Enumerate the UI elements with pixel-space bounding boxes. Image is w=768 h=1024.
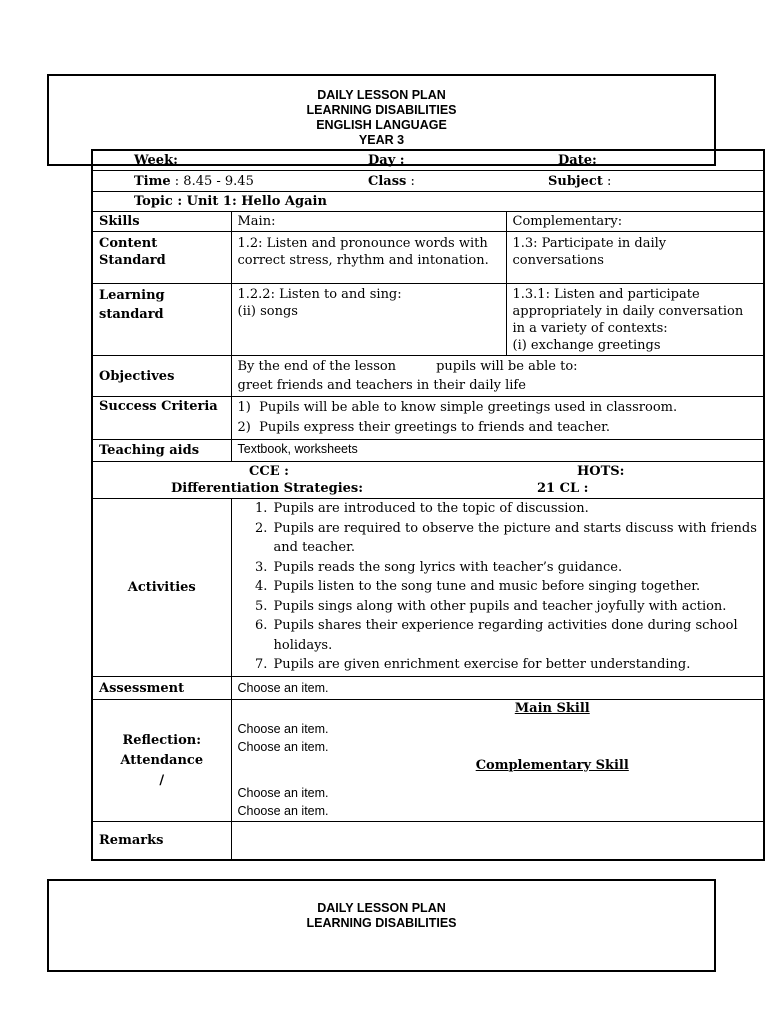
objectives-text: By the end of the lesson pupils will be able to: greet friends and teachers in their daily life (231, 356, 764, 397)
learning-standard-complementary: 1.3.1: Listen and participate appropriately in daily conversation in a variety of contexts: (i) exchange greetings (506, 284, 764, 356)
skills-label: Skills (92, 212, 231, 232)
complementary-skill-heading: Complementary Skill (475, 758, 629, 773)
header-subject: ENGLISH LANGUAGE (316, 118, 447, 132)
skills-row (92, 212, 764, 232)
content-standard-main: 1.2: Listen and pronounce words with correct stress, rhythm and intonation. (231, 232, 506, 284)
activities-row (92, 499, 764, 677)
topic-text: Topic : Unit 1: Hello Again (92, 192, 764, 212)
activity-item: 4. Pupils listen to the song tune and music before singing together. (272, 577, 758, 597)
choose-item-dropdown[interactable]: Choose an item. (237, 786, 329, 800)
teaching-aids-value[interactable]: Textbook, worksheets (231, 440, 764, 462)
activity-item: 6. Pupils shares their experience regarding activities done during school holidays. (272, 616, 758, 655)
activity-item: 1. Pupils are introduced to the topic of discussion. (272, 499, 758, 519)
teaching-aids-label: Teaching aids (92, 440, 231, 462)
content-standard-row (92, 232, 764, 284)
assessment-row (92, 677, 764, 700)
teaching-aids-row (92, 440, 764, 462)
activity-item: 2. Pupils are required to observe the picture and starts discuss with friends and teacher. (272, 519, 758, 558)
objectives-row (92, 356, 764, 397)
header-title: DAILY LESSON PLAN (317, 88, 446, 102)
header-program: LEARNING DISABILITIES (306, 103, 457, 117)
header-program: LEARNING DISABILITIES (306, 916, 457, 930)
success-criteria-item: 2) Pupils express their greetings to friends and teacher. (237, 420, 611, 435)
success-criteria-item: 1) Pupils will be able to know simple greetings used in classroom. (237, 400, 678, 415)
success-criteria-label: Success Criteria (92, 397, 231, 440)
remarks-label: Remarks (92, 822, 231, 860)
date-field[interactable]: Date: (558, 153, 597, 168)
activities-label: Activities (92, 499, 231, 677)
header-title: DAILY LESSON PLAN (317, 901, 446, 915)
remarks-field[interactable] (231, 822, 764, 860)
learning-standard-main: 1.2.2: Listen to and sing: (ii) songs (231, 284, 506, 356)
assessment-label: Assessment (92, 677, 231, 700)
skills-complementary: Complementary: (506, 212, 764, 232)
assessment-dropdown[interactable]: Choose an item. (231, 677, 764, 700)
learning-standard-row (92, 284, 764, 356)
success-criteria-list (231, 397, 764, 440)
topic-row (92, 192, 764, 212)
cl-field[interactable]: 21 CL : (537, 481, 589, 496)
reflection-label: Reflection: Attendance / (92, 700, 231, 822)
content-standard-label: Content Standard (92, 232, 231, 284)
content-standard-complementary: 1.3: Participate in daily conversations (506, 232, 764, 284)
week-field[interactable]: Week: (134, 153, 178, 168)
week-row (92, 150, 764, 171)
subject-field[interactable]: Subject : (548, 174, 612, 189)
cce-field[interactable]: CCE : (249, 464, 289, 479)
lesson-plan-table (91, 149, 765, 861)
reflection-row (92, 700, 764, 822)
time-field[interactable]: Time : 8.45 - 9.45 (134, 174, 254, 189)
remarks-row (92, 822, 764, 860)
choose-item-dropdown[interactable]: Choose an item. (237, 740, 329, 754)
class-field[interactable]: Class : (368, 174, 415, 189)
header-year: YEAR 3 (358, 133, 405, 147)
time-row (92, 171, 764, 192)
learning-standard-label: Learning standard (92, 284, 231, 356)
lesson-plan-header-2 (47, 879, 716, 972)
activity-item: 7. Pupils are given enrichment exercise for better understanding. (272, 655, 758, 675)
cce-row (92, 462, 764, 499)
differentiation-field[interactable]: Differentiation Strategies: (171, 481, 364, 496)
day-field[interactable]: Day : (368, 153, 405, 168)
choose-item-dropdown[interactable]: Choose an item. (237, 804, 329, 818)
objectives-label: Objectives (92, 356, 231, 397)
choose-item-dropdown[interactable]: Choose an item. (237, 722, 329, 736)
hots-field[interactable]: HOTS: (577, 464, 625, 479)
success-criteria-row (92, 397, 764, 440)
activities-list (238, 499, 758, 675)
skills-main: Main: (231, 212, 506, 232)
activity-item: 3. Pupils reads the song lyrics with teacher’s guidance. (272, 558, 758, 578)
activity-item: 5. Pupils sings along with other pupils and teacher joyfully with action. (272, 597, 758, 617)
main-skill-heading: Main Skill (514, 701, 590, 716)
